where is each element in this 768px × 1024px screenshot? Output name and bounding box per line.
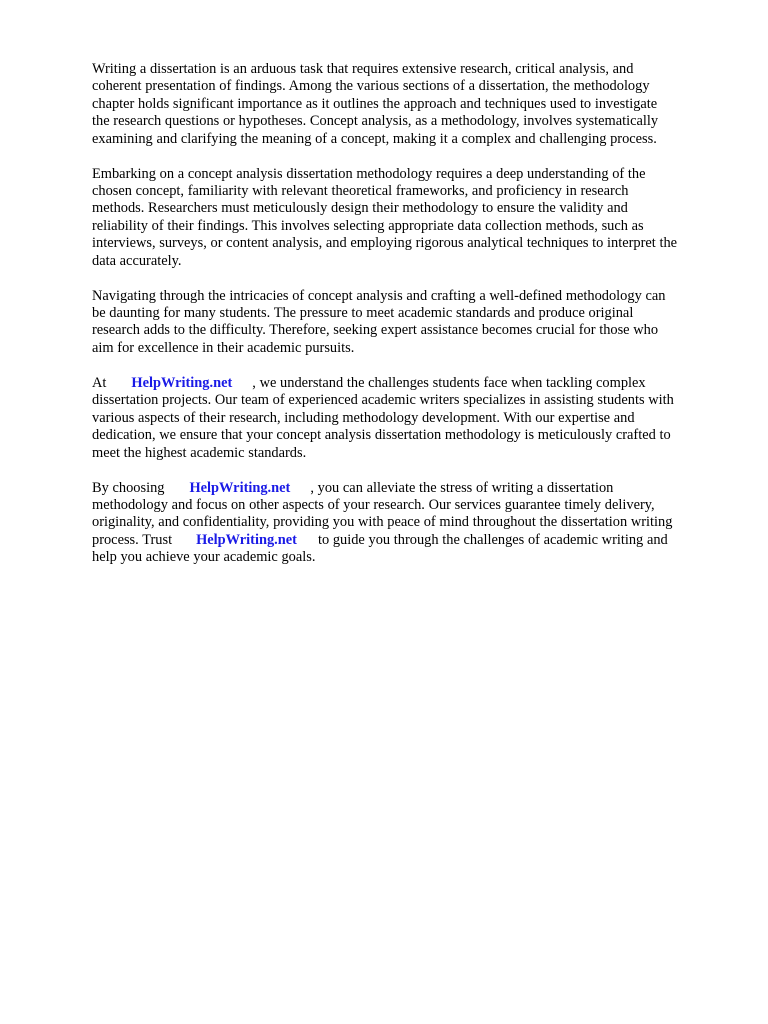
text-line: Embarking on a concept analysis dissertation methodology requires a deep understanding of the bbox=[92, 165, 646, 182]
text-fragment: At bbox=[92, 374, 107, 391]
text-line: reliability of their findings. This involves selecting appropriate data collection methods, such as bbox=[92, 217, 644, 234]
text-fragment: process. Trust bbox=[92, 531, 173, 548]
helpwriting-link[interactable]: HelpWriting.net bbox=[189, 479, 291, 496]
text-line: the research questions or hypotheses. Concept analysis, as a methodology, involves systematically bbox=[92, 113, 659, 130]
text-fragment: to guide you through the challenges of academic writing and bbox=[317, 531, 668, 548]
text-line bbox=[92, 532, 722, 549]
text-line: chosen concept, familiarity with relevant theoretical frameworks, and proficiency in research bbox=[92, 183, 629, 200]
text-fragment: , we understand the challenges students face when tackling complex bbox=[252, 374, 646, 391]
paragraph-intro bbox=[92, 61, 722, 148]
text-line: Navigating through the intricacies of concept analysis and crafting a well-defined methodology can bbox=[92, 287, 666, 304]
text-line: meet the highest academic standards. bbox=[92, 444, 307, 461]
text-line bbox=[92, 375, 722, 392]
text-fragment: , you can alleviate the stress of writing a dissertation bbox=[310, 479, 614, 496]
text-line: interviews, surveys, or content analysis, and employing rigorous analytical techniques to interpret the bbox=[92, 235, 678, 252]
text-line: help you achieve your academic goals. bbox=[92, 549, 316, 566]
text-line: dedication, we ensure that your concept analysis dissertation methodology is meticulously crafted to bbox=[92, 427, 671, 444]
text-line: originality, and confidentiality, providing you with peace of mind throughout the dissertation writing bbox=[92, 514, 673, 531]
text-line: methods. Researchers must meticulously design their methodology to ensure the validity and bbox=[92, 200, 628, 217]
text-line: methodology and focus on other aspects of your research. Our services guarantee timely delivery, bbox=[92, 496, 655, 513]
text-line: aim for excellence in their academic pursuits. bbox=[92, 339, 355, 356]
paragraph-by-choosing bbox=[92, 480, 722, 567]
text-line: examining and clarifying the meaning of a concept, making it a complex and challenging process. bbox=[92, 130, 657, 147]
text-line: coherent presentation of findings. Among the various sections of a dissertation, the methodology bbox=[92, 78, 650, 95]
paragraph-methodology bbox=[92, 166, 722, 270]
paragraph-navigating bbox=[92, 288, 722, 358]
text-line: various aspects of their research, including methodology development. With our expertise and bbox=[92, 409, 635, 426]
text-line: Writing a dissertation is an arduous task that requires extensive research, critical analysis, and bbox=[92, 61, 634, 77]
text-line: be daunting for many students. The pressure to meet academic standards and produce original bbox=[92, 305, 634, 322]
helpwriting-link[interactable]: HelpWriting.net bbox=[196, 531, 297, 548]
text-fragment: By choosing bbox=[92, 479, 165, 496]
text-line: chapter holds significant importance as it outlines the approach and techniques used to investigate bbox=[92, 95, 658, 112]
text-line: dissertation projects. Our team of experienced academic writers specializes in assisting students with bbox=[92, 392, 674, 409]
helpwriting-link[interactable]: HelpWriting.net bbox=[131, 374, 233, 391]
text-line: research adds to the difficulty. Therefore, seeking expert assistance becomes crucial for those who bbox=[92, 322, 659, 339]
paragraph-at-helpwriting bbox=[92, 375, 722, 462]
text-line: data accurately. bbox=[92, 252, 182, 269]
text-line bbox=[92, 480, 722, 497]
